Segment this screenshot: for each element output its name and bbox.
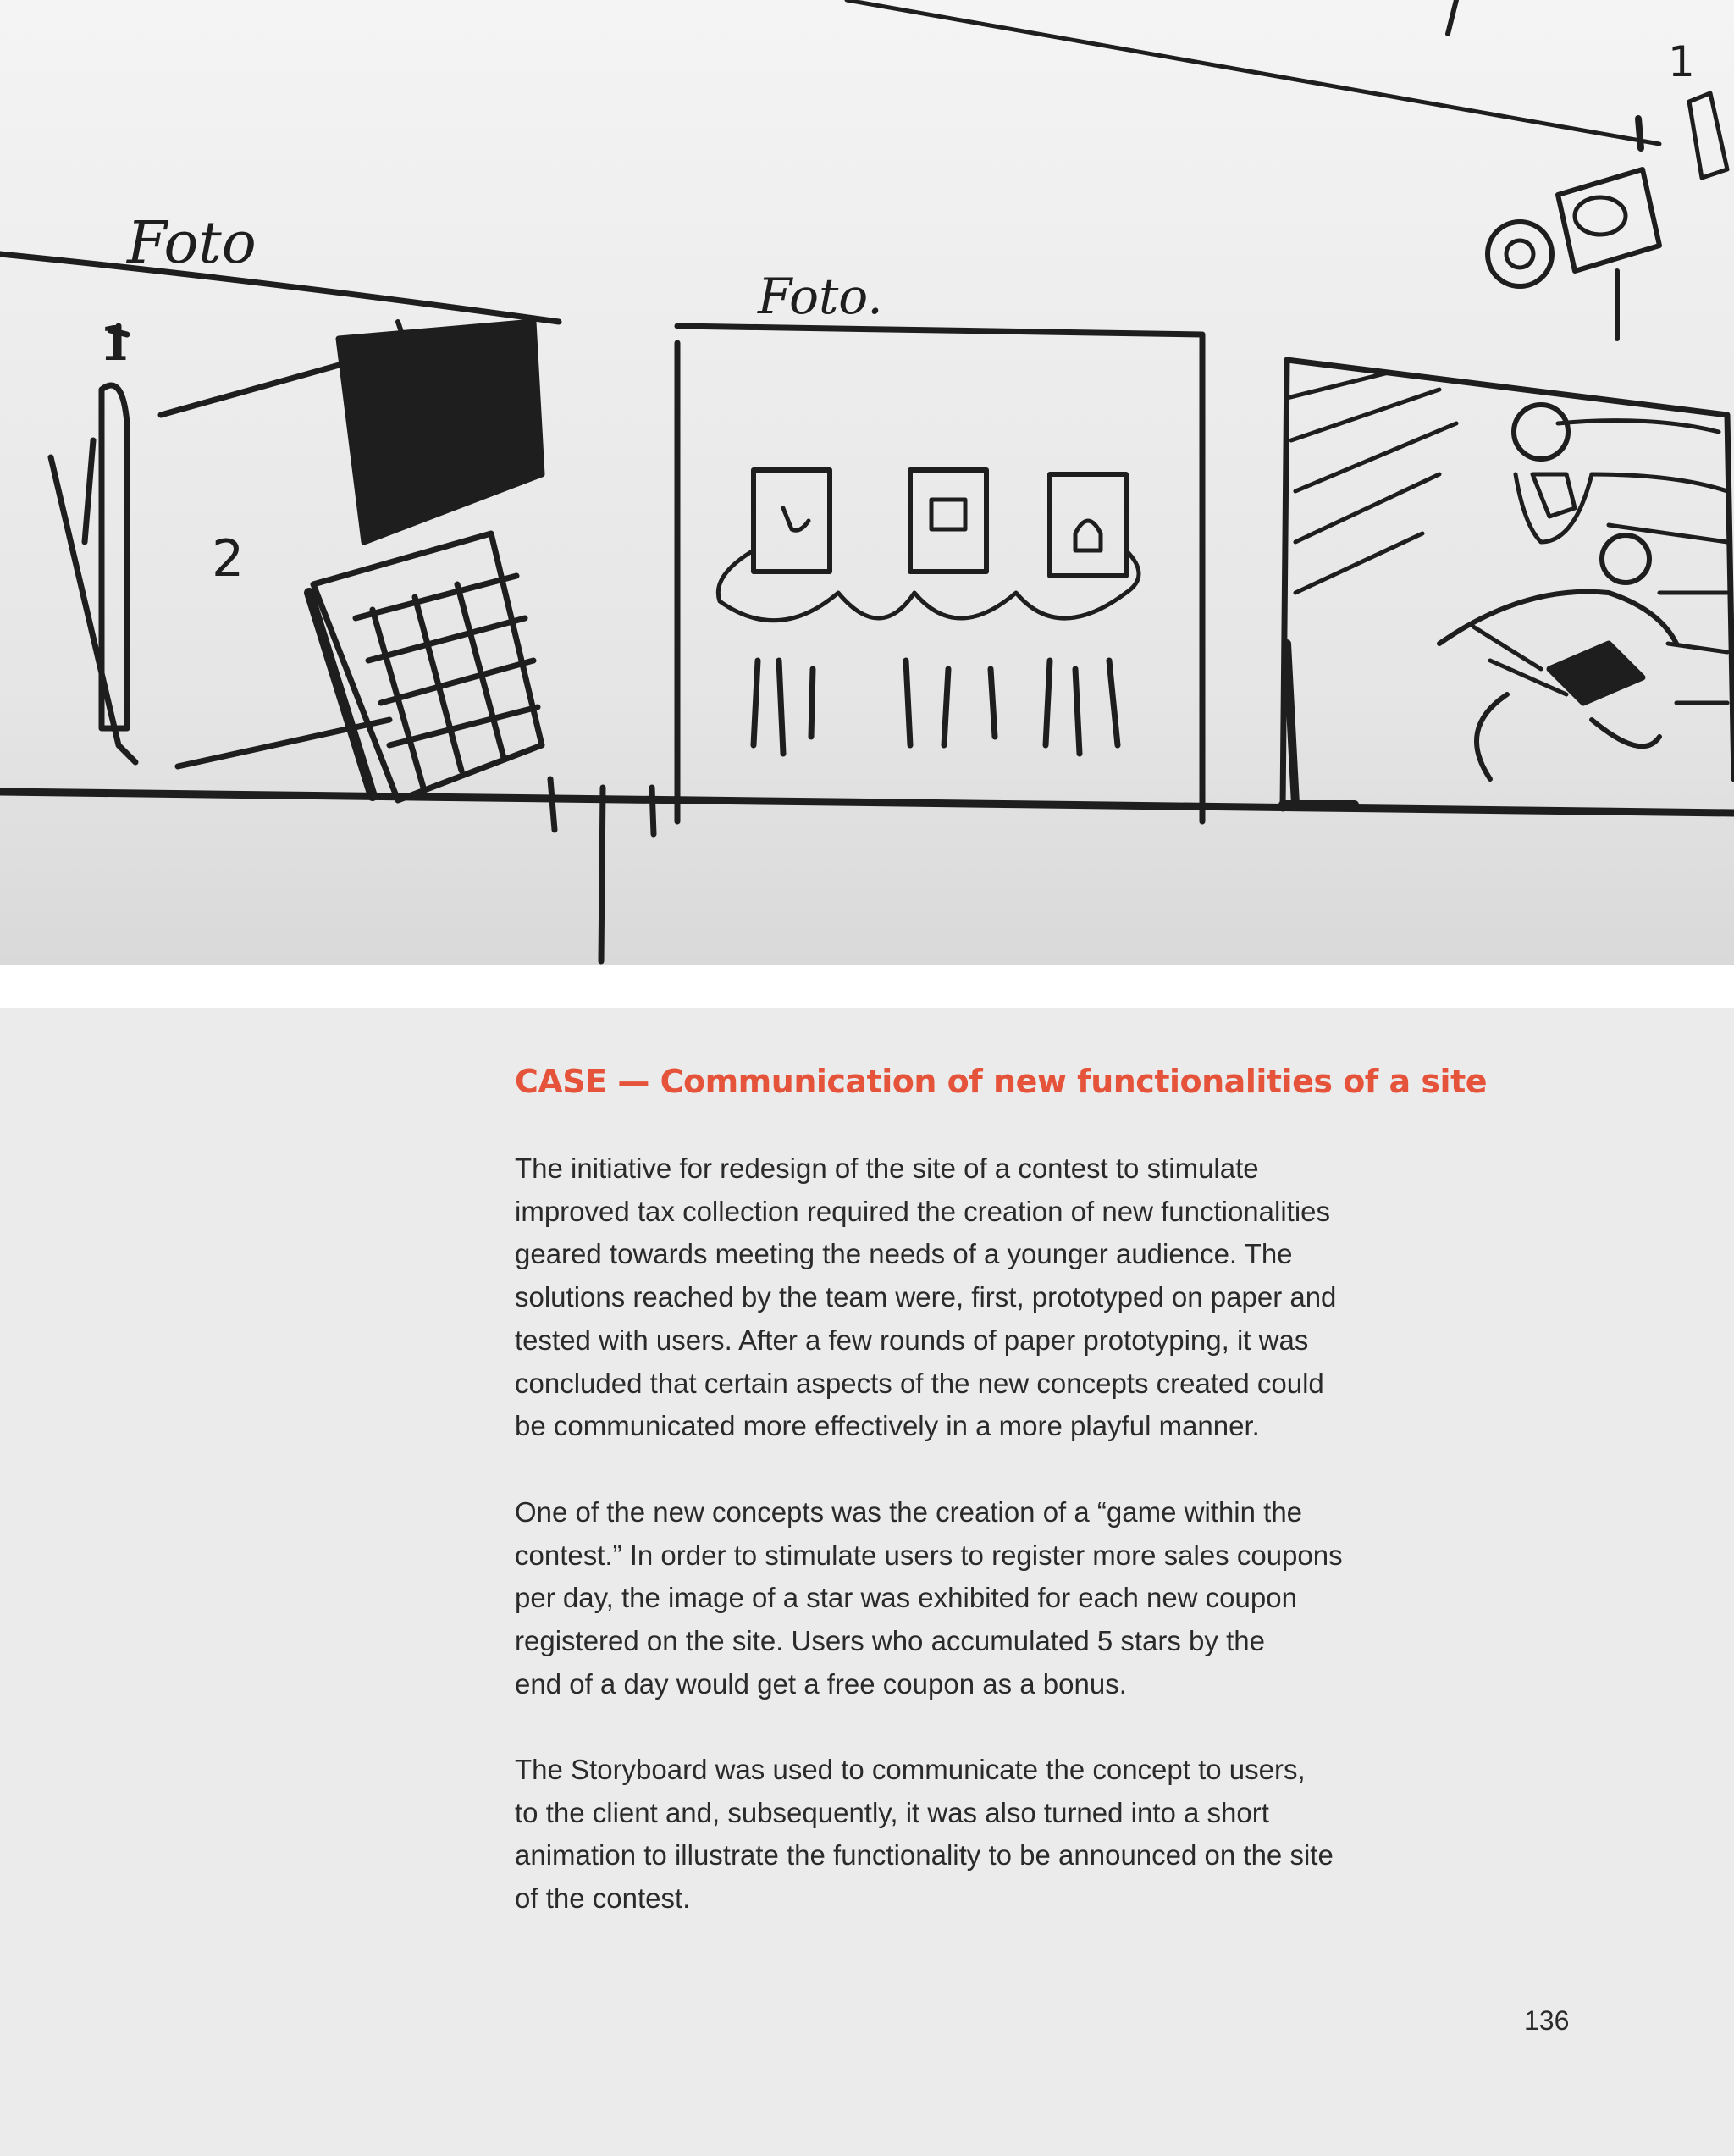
storyboard-sketch: [0, 0, 1734, 965]
case-paragraph-2: One of the new concepts was the creation of a “game within the contest.” In order to stimulate users to register more sales coupons per day, the image of a star was exhibited for each new coupon registered on the site. Users who accumulated 5 stars by the end of a day would get a free coupon as a bonus.: [515, 1496, 1343, 1700]
sketch-number-2: 2: [212, 529, 245, 589]
case-paragraph-1: The initiative for redesign of the site of a contest to stimulate improved tax collection required the creation of new functionalities geared towards meeting the needs of a younger audience. The solutions reached by the team were, first, prototyped on paper and tested with users. After a few rounds of paper prototyping, it was concluded that certain aspects of the new concepts created could be communicated more effectively in a more playful manner.: [515, 1153, 1337, 1442]
sketch-label-foto-middle: Foto.: [758, 268, 883, 325]
sketch-number-1-left: 1: [100, 317, 130, 372]
sketch-number-1-right: 1: [1668, 37, 1695, 86]
storyboard-sketch-photo: [0, 0, 1734, 965]
page-number: 136: [1524, 2005, 1570, 2036]
sketch-number-3: 3: [484, 401, 511, 451]
case-paragraph-3: The Storyboard was used to communicate the concept to users, to the client and, subsequently, it was also turned into a short animation to illustrate the functionality to be announced on the site of the contest.: [515, 1754, 1334, 1915]
case-section: [0, 1008, 1734, 2156]
case-title: CASE — Communication of new functionalities of a site: [515, 1063, 1488, 1100]
sketch-label-foto-left: Foto: [127, 210, 257, 277]
photo-bottom-border: [0, 965, 1734, 1008]
